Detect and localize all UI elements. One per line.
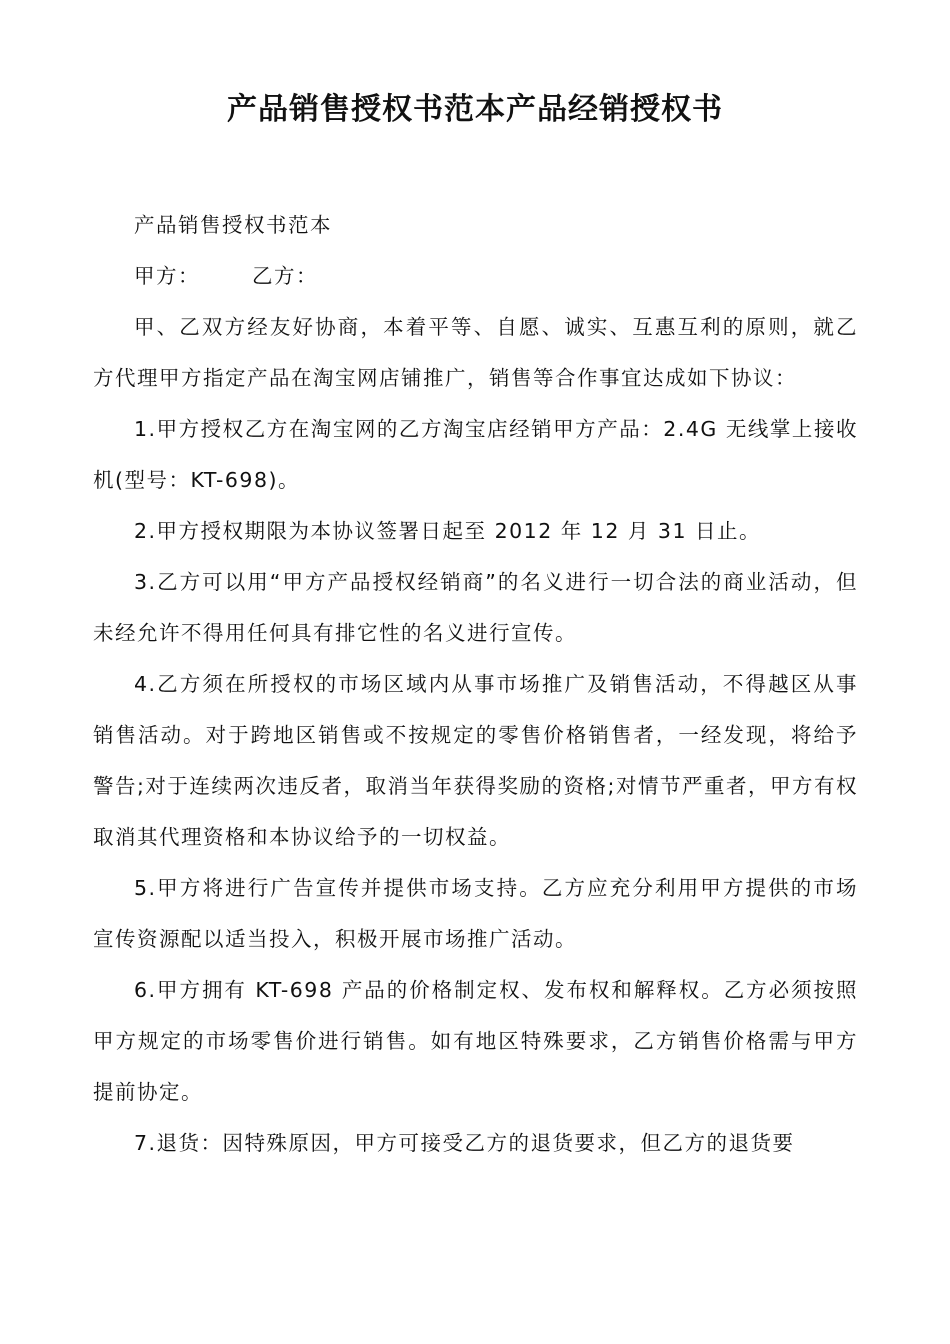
clause-3: 3.乙方可以用“甲方产品授权经销商”的名义进行一切合法的商业活动，但未经允许不得用任何具有排它性的名义进行宣传。 [93,570,858,645]
clause-7: 7.退货：因特殊原因，甲方可接受乙方的退货要求，但乙方的退货要 [134,1131,795,1155]
party-b-label: 乙方： [252,264,318,288]
document-body [93,200,858,1169]
party-a-label: 甲方： [134,264,200,288]
clause-1: 1.甲方授权乙方在淘宝网的乙方淘宝店经销甲方产品：2.4G 无线掌上接收机(型号：KT-698)。 [93,417,858,492]
clause-5: 5.甲方将进行广告宣传并提供市场支持。乙方应充分利用甲方提供的市场宣传资源配以适当投入，积极开展市场推广活动。 [93,876,858,951]
parties-line [93,251,858,302]
document-title: 产品销售授权书范本产品经销授权书 [227,92,723,127]
intro-paragraph: 甲、乙双方经友好协商，本着平等、自愿、诚实、互惠互利的原则，就乙方代理甲方指定产品在淘宝网店铺推广，销售等合作事宜达成如下协议： [93,315,858,390]
document-subtitle: 产品销售授权书范本 [134,213,332,237]
clause-6: 6.甲方拥有 KT-698 产品的价格制定权、发布权和解释权。乙方必须按照甲方规定的市场零售价进行销售。如有地区特殊要求，乙方销售价格需与甲方提前协定。 [93,978,858,1104]
clause-4: 4.乙方须在所授权的市场区域内从事市场推广及销售活动，不得越区从事销售活动。对于跨地区销售或不按规定的零售价格销售者，一经发现，将给予警告;对于连续两次违反者，取消当年获得奖励的资格;对情节严重者，甲方有权取消其代理资格和本协议给予的一切权益。 [93,672,858,849]
clause-2: 2.甲方授权期限为本协议签署日起至 2012 年 12 月 31 日止。 [134,519,761,543]
